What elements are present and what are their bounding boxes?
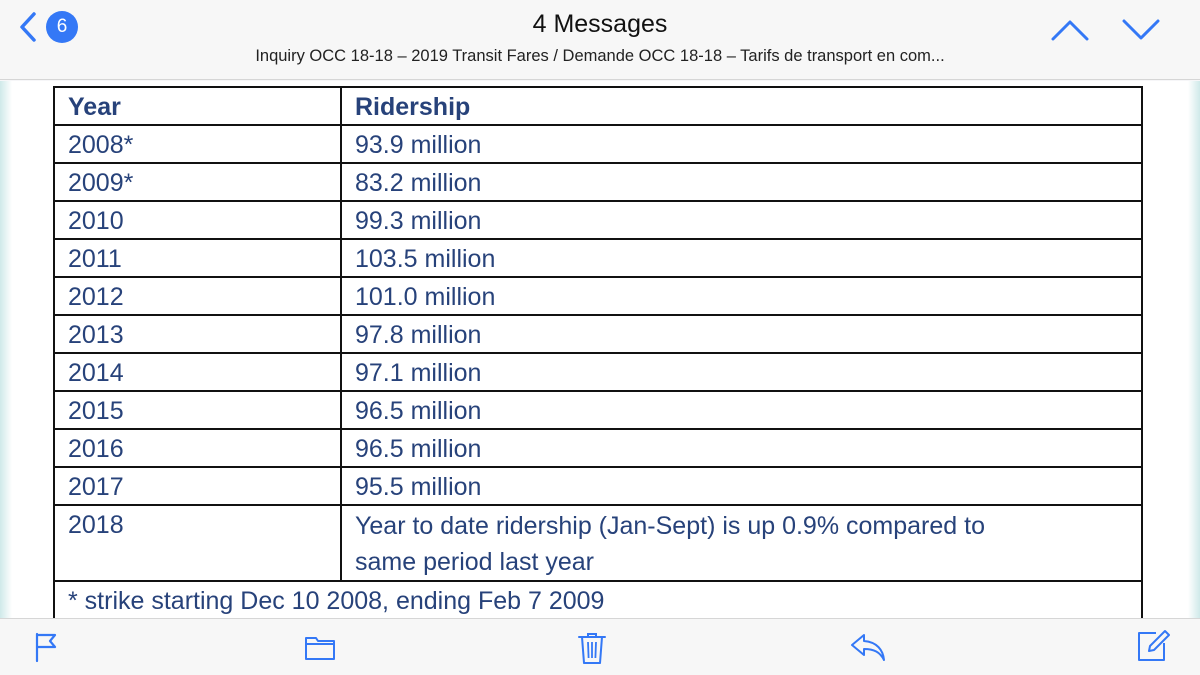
ridership-cell: 96.5 million <box>341 429 1142 467</box>
page-title: 4 Messages <box>532 10 668 38</box>
ridership-note-cell <box>341 505 1142 581</box>
footnote-row <box>54 581 1142 619</box>
year-cell: 2017 <box>54 467 341 505</box>
table-row <box>54 239 1142 277</box>
table-row <box>54 315 1142 353</box>
reply-icon <box>850 631 886 663</box>
folder-icon <box>304 631 336 663</box>
ridership-note-line: same period last year <box>355 548 595 576</box>
page-edge-right <box>1188 81 1200 618</box>
table-row <box>54 353 1142 391</box>
table-row <box>54 163 1142 201</box>
header-ridership: Ridership <box>341 87 1142 125</box>
year-cell: 2011 <box>54 239 341 277</box>
chevron-up-icon <box>1050 18 1090 42</box>
ridership-cell: 101.0 million <box>341 277 1142 315</box>
ridership-cell: 96.5 million <box>341 391 1142 429</box>
ridership-cell: 93.9 million <box>341 125 1142 163</box>
year-cell: 2014 <box>54 353 341 391</box>
table-row <box>54 125 1142 163</box>
year-cell: 2010 <box>54 201 341 239</box>
flag-button[interactable] <box>33 631 59 668</box>
ridership-cell: 97.8 million <box>341 315 1142 353</box>
table-row <box>54 201 1142 239</box>
ridership-cell: 97.1 million <box>341 353 1142 391</box>
table-row <box>54 391 1142 429</box>
table-row <box>54 277 1142 315</box>
table-row-2018 <box>54 505 1142 581</box>
navigation-bar <box>0 0 1200 80</box>
ridership-cell: 95.5 million <box>341 467 1142 505</box>
flag-icon <box>33 631 59 663</box>
year-cell: 2016 <box>54 429 341 467</box>
ridership-cell: 83.2 million <box>341 163 1142 201</box>
next-message-button[interactable] <box>1121 18 1161 47</box>
previous-message-button[interactable] <box>1050 18 1090 47</box>
header-year: Year <box>54 87 341 125</box>
compose-button[interactable] <box>1136 627 1170 668</box>
year-cell: 2015 <box>54 391 341 429</box>
compose-icon <box>1136 627 1170 663</box>
delete-button[interactable] <box>577 631 607 670</box>
move-to-folder-button[interactable] <box>304 631 336 668</box>
year-cell: 2008* <box>54 125 341 163</box>
page-edge-left <box>0 81 12 618</box>
trash-icon <box>577 631 607 665</box>
year-cell: 2009* <box>54 163 341 201</box>
year-cell: 2018 <box>54 505 341 581</box>
unread-count-badge: 6 <box>46 11 78 43</box>
table-header-row <box>54 87 1142 125</box>
table-row <box>54 429 1142 467</box>
year-cell: 2013 <box>54 315 341 353</box>
ridership-note-line: Year to date ridership (Jan-Sept) is up 0.9% compared to <box>355 512 985 540</box>
ridership-cell: 103.5 million <box>341 239 1142 277</box>
ridership-table <box>53 86 1143 620</box>
ridership-cell: 99.3 million <box>341 201 1142 239</box>
reply-button[interactable] <box>850 631 886 668</box>
chevron-down-icon <box>1121 18 1161 42</box>
footnote: * strike starting Dec 10 2008, ending Feb 7 2009 <box>54 581 1142 619</box>
year-cell: 2012 <box>54 277 341 315</box>
message-subject: Inquiry OCC 18-18 – 2019 Transit Fares / Demande OCC 18-18 – Tarifs de transport en com... <box>255 47 945 65</box>
table-row <box>54 467 1142 505</box>
bottom-toolbar <box>0 618 1200 675</box>
